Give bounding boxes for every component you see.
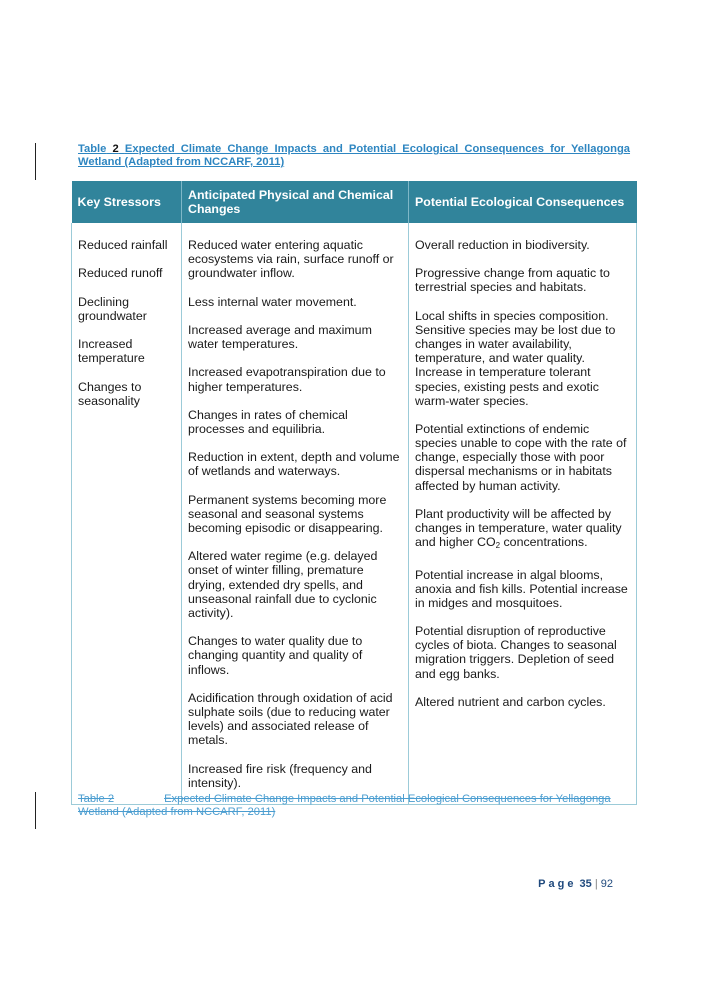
header-key-stressors: Key Stressors bbox=[72, 181, 182, 223]
caption-text: Expected Climate Change Impacts and Potential Ecological Consequences for Yellagonga Wetland (Adapted from NCCARF, 2011) bbox=[78, 143, 631, 168]
header-physical-chemical-changes: Anticipated Physical and Chemical Changes bbox=[182, 181, 409, 223]
change-item: Reduction in extent, depth and volume of wetlands and waterways. bbox=[188, 450, 400, 479]
consequence-item: Progressive change from aquatic to terrestrial species and habitats. bbox=[415, 266, 610, 295]
consequence-item: Potential extinctions of endemic species unable to cope with the rate of change, especially those with poor dispersal mechanisms or in habitats affected by human activity. bbox=[415, 421, 627, 493]
change-bar-top bbox=[35, 143, 36, 180]
change-item: Increased average and maximum water temperatures. bbox=[188, 322, 372, 352]
change-item: Acidification through oxidation of acid sulphate soils (due to reducing water levels) and associated release of metals. bbox=[188, 690, 393, 748]
change-bar-bottom bbox=[35, 792, 36, 829]
table-row bbox=[72, 223, 637, 804]
change-item: Changes to water quality due to changing quantity and quality of inflows. bbox=[188, 634, 363, 677]
footer-page-label: Page bbox=[538, 878, 577, 890]
change-item: Increased evapotranspiration due to higher temperatures. bbox=[188, 365, 386, 394]
consequence-item: Potential increase in algal blooms, anoxia and fish kills. Potential increase in midges and mosquitoes. bbox=[415, 567, 628, 610]
deleted-caption bbox=[78, 793, 630, 819]
deleted-caption-prefix: Table 2 bbox=[78, 793, 115, 805]
change-item: Altered water regime (e.g. delayed onset of winter filling, premature drying, extended dry spells, and unseasonal rainfall due to cyclonic activity). bbox=[188, 549, 378, 620]
stressor-item: Increased temperature bbox=[78, 337, 145, 366]
footer-page-number: 35 bbox=[579, 878, 592, 890]
consequence-item: Potential disruption of reproductive cycles of biota. Changes to seasonal migration triggers. Depletion of seed and egg banks. bbox=[415, 624, 617, 681]
consequences-cell bbox=[409, 223, 637, 804]
stressor-item: Changes to seasonality bbox=[78, 379, 142, 408]
table-caption bbox=[78, 143, 630, 169]
stressor-item: Reduced rainfall bbox=[78, 238, 168, 252]
change-item: Changes in rates of chemical processes and equilibria. bbox=[188, 407, 348, 436]
header-ecological-consequences: Potential Ecological Consequences bbox=[409, 181, 637, 223]
table-header-row bbox=[72, 181, 637, 223]
consequence-item: Overall reduction in biodiversity. bbox=[415, 238, 590, 252]
change-item: Increased fire risk (frequency and intensity). bbox=[188, 761, 372, 790]
co2-subscript: 2 bbox=[495, 541, 501, 551]
stressors-cell bbox=[72, 223, 182, 804]
co2-text-after: concentrations. bbox=[500, 535, 588, 550]
footer-page-total: 92 bbox=[600, 878, 613, 890]
consequence-item: Altered nutrient and carbon cycles. bbox=[415, 694, 606, 709]
change-item: Reduced water entering aquatic ecosystems via rain, surface runoff or groundwater inflow. bbox=[188, 238, 394, 281]
changes-cell bbox=[182, 223, 409, 804]
deleted-caption-text: Expected Climate Change Impacts and Potential Ecological Consequences for Yellagonga Wetland (Adapted from NCCARF, 2011) bbox=[78, 793, 611, 818]
caption-number: 2 bbox=[112, 143, 119, 155]
stressor-item: Declining groundwater bbox=[78, 294, 147, 323]
consequence-item-co2 bbox=[415, 507, 630, 553]
change-item: Less internal water movement. bbox=[188, 294, 357, 309]
consequence-item: Local shifts in species composition. Sensitive species may be lost due to changes in water availability, temperature, and water quality. Increase in temperature tolerant species, existing pests and exotic warm-water species. bbox=[415, 308, 616, 408]
page-footer bbox=[538, 878, 613, 890]
climate-impacts-table bbox=[71, 181, 637, 805]
change-item: Permanent systems becoming more seasonal and seasonal systems becoming episodic or disappearing. bbox=[188, 492, 387, 536]
caption-prefix: Table bbox=[78, 143, 107, 155]
footer-separator: | bbox=[594, 878, 598, 890]
stressor-item: Reduced runoff bbox=[78, 266, 163, 281]
co2-text-before: Plant productivity will be affected by changes in temperature, water quality and higher CO bbox=[415, 506, 622, 550]
